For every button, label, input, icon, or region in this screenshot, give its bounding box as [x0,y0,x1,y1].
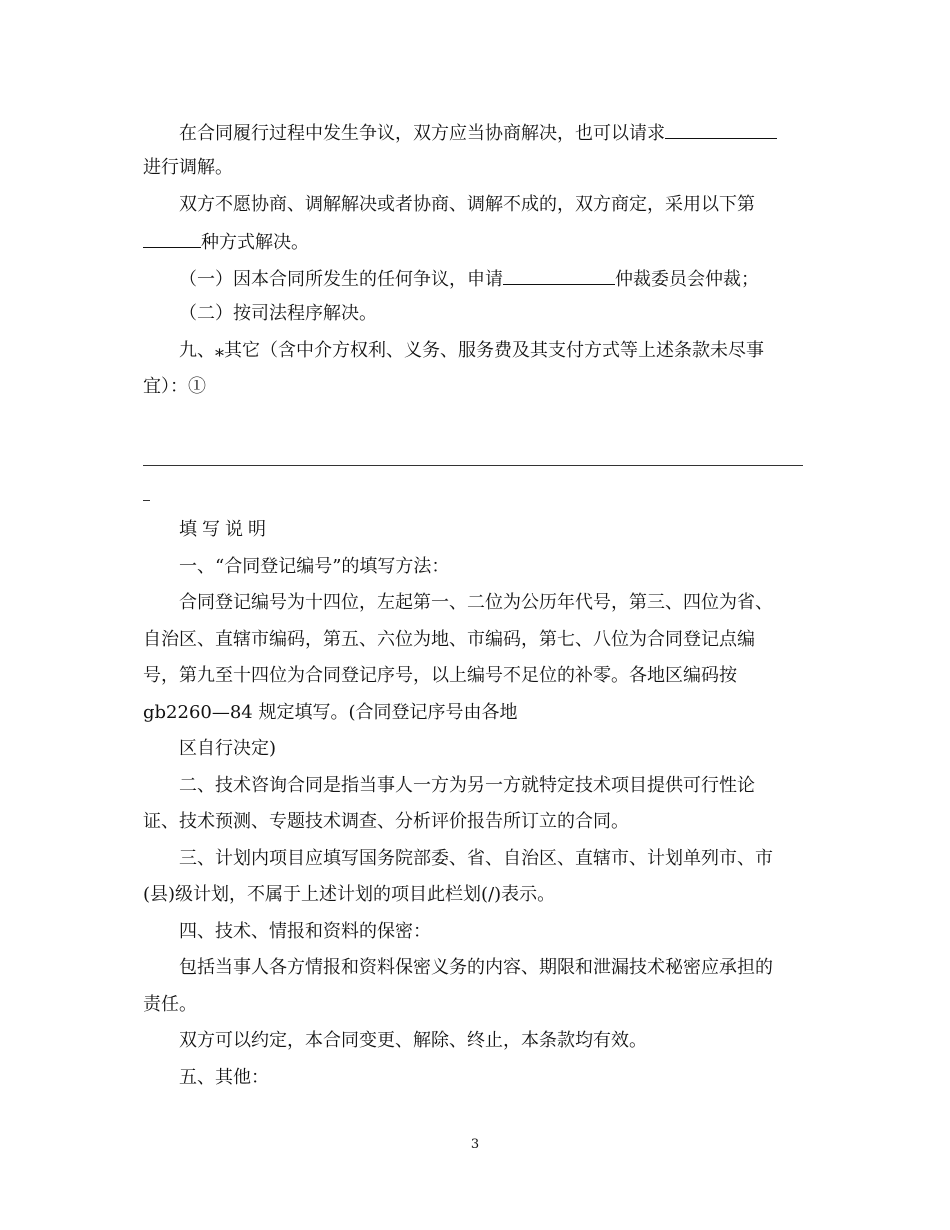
instruction-2-line [143,810,629,834]
other-clause-text-2: 宜）：① [143,376,206,397]
dispute-paragraph-line-2 [143,156,233,180]
instructions-title-text: 填写说明 [179,519,271,540]
instruction-1-body-line [179,737,276,761]
other-clause-line-1 [179,339,764,363]
instruction-4-heading [179,920,431,944]
instruction-3-line [179,847,773,871]
instruction-1-body-text: gb2260—84 规定填写。(合同登记序号由各地 [143,702,518,723]
option-1-text-after: 仲裁委员会仲裁； [615,269,759,290]
dispute-paragraph-line-1 [179,120,777,146]
instruction-2-line [179,774,755,798]
instruction-1-body-line [179,591,773,615]
instruction-1-heading [179,555,449,579]
instruction-4-heading-text: 四、技术、情报和资料的保密： [179,921,431,942]
instruction-5-heading-text: 五、其他： [179,1067,269,1088]
fill-in-rule [143,465,803,466]
instruction-4-note [179,1029,647,1053]
instruction-3-line [143,883,555,907]
resolution-paragraph-line-2 [143,229,309,255]
other-clause-line-2 [143,375,206,399]
resolution-text-2: 种方式解决。 [201,232,309,253]
instruction-3-text: (县)级计划，不属于上述计划的项目此栏划(/)表示。 [143,884,556,905]
instruction-4-body-line [179,956,773,980]
instruction-4-body-line [143,993,197,1017]
resolution-paragraph-line-1 [179,193,755,217]
instruction-1-body-text: 合同登记编号为十四位，左起第一、二位为公历年代号，第三、四位为省、 [179,592,773,613]
dispute-text-2: 进行调解。 [143,157,233,178]
fill-in-rule-continuation [143,500,150,501]
arbitration-commission-blank [503,266,615,285]
method-number-blank [143,229,201,248]
instruction-3-text: 三、计划内项目应填写国务院部委、省、自治区、直辖市、计划单列市、市 [179,848,773,869]
instruction-1-body-line [143,628,755,652]
instruction-1-body-text: 区自行决定) [179,738,277,759]
instruction-1-body-text: 号，第九至十四位为合同登记序号，以上编号不足位的补零。各地区编码按 [143,665,737,686]
page-number: 3 [470,1137,480,1152]
instructions-title [179,518,271,542]
instruction-4-note-text: 双方可以约定，本合同变更、解除、终止，本条款均有效。 [179,1030,647,1051]
instruction-1-body-line [143,664,737,688]
other-clause-text-1: 九、⁎其它（含中介方权利、义务、服务费及其支付方式等上述条款未尽事 [179,340,764,361]
instruction-2-text: 二、技术咨询合同是指当事人一方为另一方就特定技术项目提供可行性论 [179,775,755,796]
option-1-text-before: （一）因本合同所发生的任何争议，申请 [179,269,503,290]
option-judicial [179,302,377,326]
instruction-2-text: 证、技术预测、专题技术调查、分析评价报告所订立的合同。 [143,811,629,832]
mediator-blank [665,120,777,139]
option-2-text: （二）按司法程序解决。 [179,303,377,324]
instruction-1-heading-text: 一、“合同登记编号”的填写方法： [179,556,450,577]
dispute-text-1: 在合同履行过程中发生争议，双方应当协商解决，也可以请求 [179,123,665,144]
resolution-text-1: 双方不愿协商、调解解决或者协商、调解不成的，双方商定，采用以下第 [179,194,755,215]
instruction-4-body-text: 包括当事人各方情报和资料保密义务的内容、期限和泄漏技术秘密应承担的 [179,957,773,978]
instruction-4-body-text: 责任。 [143,994,197,1015]
instruction-5-heading [179,1066,269,1090]
instruction-1-body-line [143,701,518,725]
instruction-1-body-text: 自治区、直辖市编码，第五、六位为地、市编码，第七、八位为合同登记点编 [143,629,755,650]
option-arbitration [179,266,759,292]
